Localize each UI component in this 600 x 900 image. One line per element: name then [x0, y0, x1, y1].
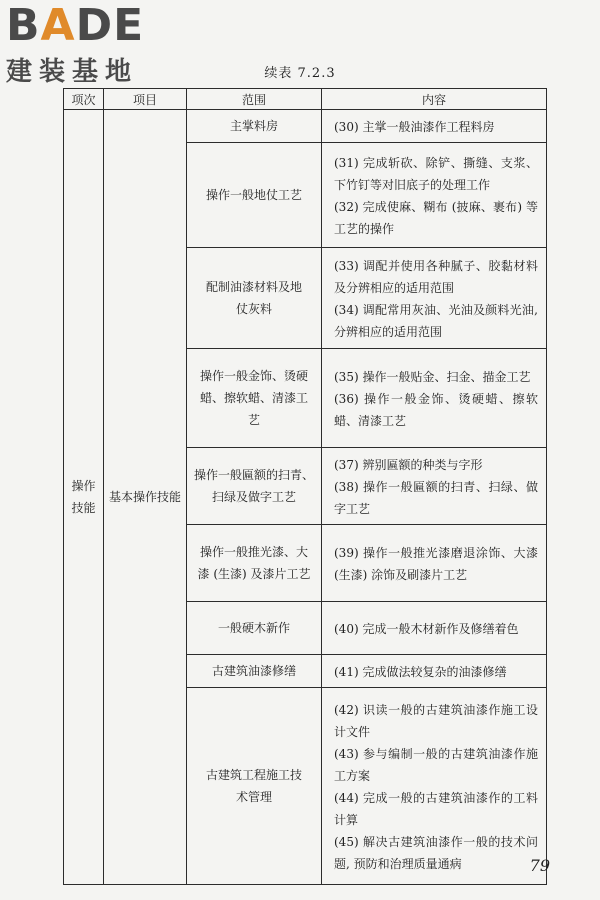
- scope-cell: 操作一般金饰、烫硬蜡、擦软蜡、清漆工艺: [187, 349, 322, 448]
- scope-cell: 主掌料房: [187, 110, 322, 143]
- header-scope: 范围: [187, 89, 322, 110]
- table-header-row: [64, 89, 547, 110]
- content-cell: (40) 完成一般木材新作及修缮着色: [322, 602, 547, 655]
- content-cell: (42) 识读一般的古建筑油漆作施工设计文件 (43) 参与编制一般的古建筑油漆作施工方案 (44) 完成一般的古建筑油漆作的工料计算 (45) 解决古建筑油漆作一般的技术问题, 预防和治理质量通病: [322, 688, 547, 885]
- scope-cell: 古建筑工程施工技术管理: [187, 688, 322, 885]
- content-cell: (35) 操作一般贴金、扫金、描金工艺 (36) 操作一般金饰、烫硬蜡、擦软蜡、清漆工艺: [322, 349, 547, 448]
- header-index: 项次: [64, 89, 104, 110]
- content-cell: (41) 完成做法较复杂的油漆修缮: [322, 655, 547, 688]
- header-item: 项目: [104, 89, 187, 110]
- header-content: 内容: [322, 89, 547, 110]
- skills-table: [63, 88, 547, 885]
- category-cell: 操作技能: [64, 110, 104, 885]
- page-number: 79: [529, 856, 550, 875]
- content-cell: (39) 操作一般推光漆磨退涂饰、大漆 (生漆) 涂饰及刷漆片工艺: [322, 525, 547, 602]
- scope-cell: 操作一般地仗工艺: [187, 143, 322, 248]
- scope-cell: 操作一般推光漆、大漆 (生漆) 及漆片工艺: [187, 525, 322, 602]
- table-caption: 续表 7.2.3: [264, 66, 336, 81]
- scope-cell: 配制油漆材料及地仗灰料: [187, 248, 322, 349]
- logo-chinese: 建装基地: [6, 57, 139, 87]
- content-cell: (30) 主掌一般油漆作工程料房: [322, 110, 547, 143]
- item-cell: 基本操作技能: [104, 110, 187, 885]
- content-cell: (33) 调配并使用各种腻子、胶黏材料及分辨相应的适用范围 (34) 调配常用灰油、光油及颜料光油, 分辨相应的适用范围: [322, 248, 547, 349]
- scope-cell: 古建筑油漆修缮: [187, 655, 322, 688]
- table-row: [64, 110, 547, 143]
- content-cell: (37) 辨别匾额的种类与字形 (38) 操作一般匾额的扫青、扫绿、做字工艺: [322, 448, 547, 525]
- scope-cell: 操作一般匾额的扫青、扫绿及做字工艺: [187, 448, 322, 525]
- content-cell: (31) 完成斩砍、除铲、撕缝、支浆、下竹钉等对旧底子的处理工作 (32) 完成使麻、糊布 (披麻、裹布) 等工艺的操作: [322, 143, 547, 248]
- logo-wordmark: BADE: [6, 0, 145, 51]
- scope-cell: 一般硬木新作: [187, 602, 322, 655]
